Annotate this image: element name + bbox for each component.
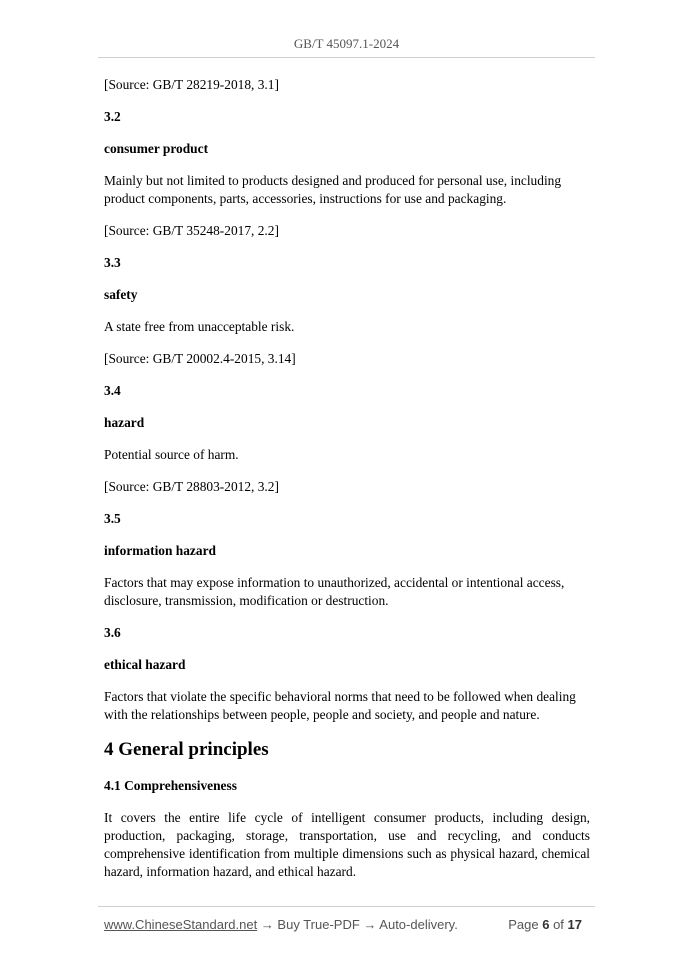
clause-3-3-source: [Source: GB/T 20002.4-2015, 3.14] bbox=[104, 351, 296, 366]
footer-divider bbox=[98, 906, 595, 907]
page-indicator bbox=[508, 917, 582, 932]
buy-text: → Buy True-PDF → Auto-delivery. bbox=[257, 917, 458, 932]
clause-3-6-definition: Factors that violate the specific behavioral norms that need to be followed when dealing with the relationships between people, people and society, and people and nature. bbox=[104, 689, 576, 722]
clause-3-3-definition: A state free from unacceptable risk. bbox=[104, 319, 295, 334]
section-4-heading: 4 General principles bbox=[104, 739, 269, 760]
page-current: 6 bbox=[542, 917, 550, 932]
header-divider bbox=[98, 57, 595, 58]
clause-3-2-number: 3.2 bbox=[104, 109, 121, 124]
clause-3-6-term: ethical hazard bbox=[104, 657, 186, 672]
clause-3-4-number: 3.4 bbox=[104, 383, 121, 398]
clause-3-3-term: safety bbox=[104, 287, 138, 302]
clause-3-2-definition: Mainly but not limited to products designed and produced for personal use, including product components, parts, accessories, instructions for use and packaging. bbox=[104, 173, 562, 206]
clause-3-4-term: hazard bbox=[104, 415, 145, 430]
page-total: 17 bbox=[567, 917, 582, 932]
clause-4-1-heading: 4.1 Comprehensiveness bbox=[104, 778, 237, 793]
clause-3-2-source: [Source: GB/T 35248-2017, 2.2] bbox=[104, 223, 279, 238]
clause-3-2-term: consumer product bbox=[104, 141, 209, 156]
footer-promo bbox=[104, 917, 458, 932]
site-link[interactable]: www.ChineseStandard.net bbox=[104, 917, 258, 932]
page-label: Page bbox=[508, 917, 539, 932]
clause-3-3-number: 3.3 bbox=[104, 255, 121, 270]
clause-3-6-number: 3.6 bbox=[104, 625, 121, 640]
clause-3-4-definition: Potential source of harm. bbox=[104, 447, 239, 462]
clause-3-4-source: [Source: GB/T 28803-2012, 3.2] bbox=[104, 479, 279, 494]
standard-code-header: GB/T 45097.1-2024 bbox=[293, 36, 400, 51]
page-of: of bbox=[553, 917, 564, 932]
clause-4-1-text: It covers the entire life cycle of intelligent consumer products, including design, production, packaging, storage, transportation, use and recycling, and conducts comprehensive identification from multiple dimensions such as physical hazard, chemical hazard, information hazard, and ethical hazard. bbox=[104, 810, 590, 879]
clause-3-5-definition: Factors that may expose information to unauthorized, accidental or intentional access, disclosure, transmission, modification or destruction. bbox=[104, 575, 565, 608]
clause-3-5-number: 3.5 bbox=[104, 511, 121, 526]
source-3-1: [Source: GB/T 28219-2018, 3.1] bbox=[104, 77, 279, 92]
page-body bbox=[104, 76, 590, 895]
clause-3-5-term: information hazard bbox=[104, 543, 216, 558]
